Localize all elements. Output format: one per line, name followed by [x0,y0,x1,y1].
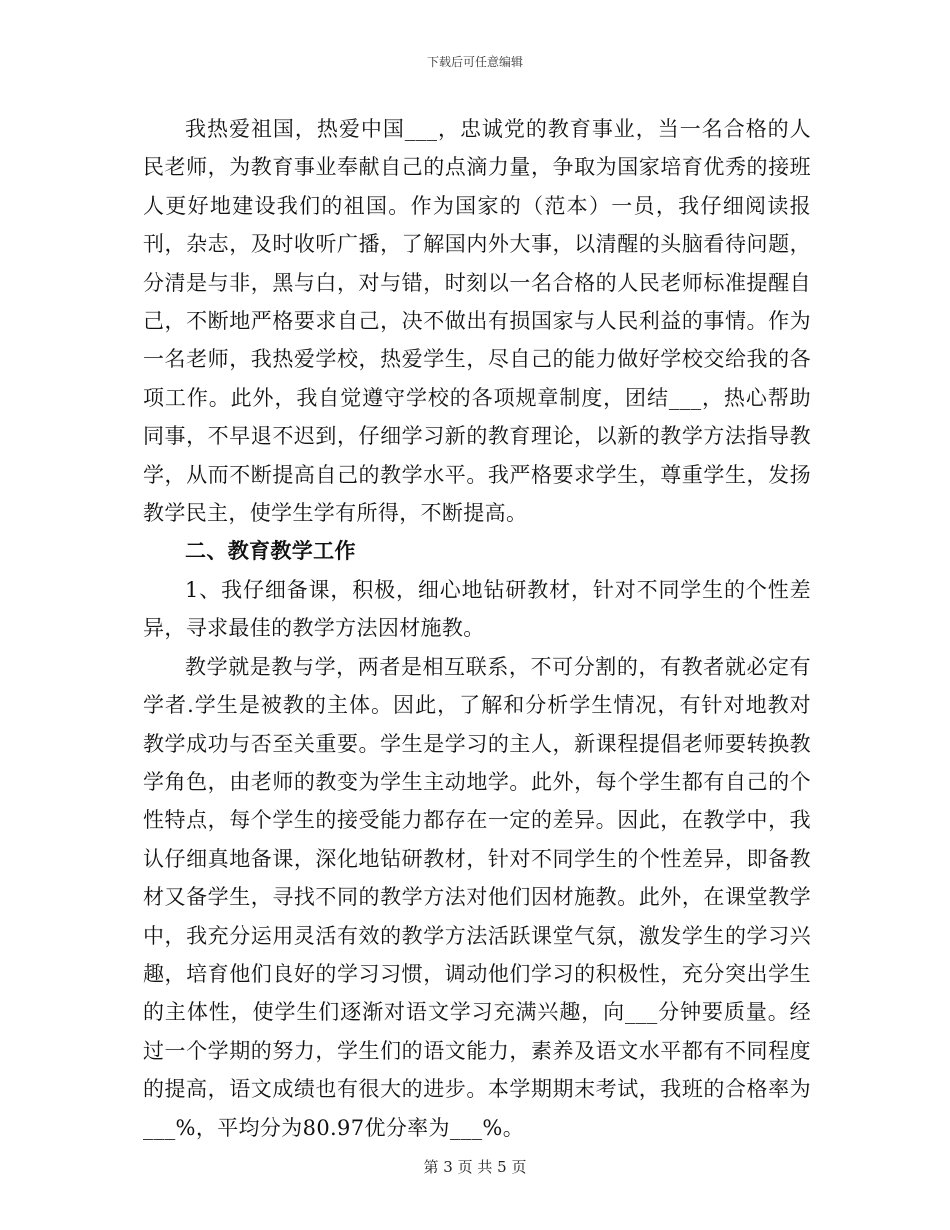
document-body [143,110,811,1147]
paragraph-lesson-preparation: 1、我仔细备课，积极，细心地钻研教材，针对不同学生的个性差异，寻求最佳的教学方法因材施教。 [143,577,811,641]
section-heading-teaching-work: 二、教育教学工作 [185,538,356,564]
paragraph-teaching-and-learning: 教学就是教与学，两者是相互联系，不可分割的，有教者就必定有学者.学生是被教的主体。因此，了解和分析学生情况，有针对地教对教学成功与否至关重要。学生是学习的主人，新课程提倡老师要转换教学角色，由老师的教变为学生主动地学。此外，每个学生都有自己的个性特点，每个学生的接受能力都存在一定的差异。因此，在教学中，我认仔细真地备课，深化地钻研教材，针对不同学生的个性差异，即备教材又备学生，寻找不同的教学方法对他们因材施教。此外，在课堂教学中，我充分运用灵活有效的教学方法活跃课堂气氛，激发学生的学习兴趣，培育他们良好的学习习惯，调动他们学习的积极性，充分突出学生的主体性，使学生们逐渐对语文学习充满兴趣，向___分钟要质量。经过一个学期的努力，学生们的语文能力，素养及语文水平都有不同程度的提高，语文成绩也有很大的进步。本学期期末考试，我班的合格率为___%，平均分为80.97优分率为___%。 [143,654,811,1140]
page-header: 下载后可任意编辑 [426,55,523,69]
paragraph-patriotism: 我热爱祖国，热爱中国___，忠诚党的教育事业，当一名合格的人民老师，为教育事业奉献自己的点滴力量，争取为国家培育优秀的接班人更好地建设我们的祖国。作为国家的（范本）一员，我仔细阅读报刊，杂志，及时收听广播，了解国内外大事，以清醒的头脑看待问题，分清是与非，黑与白，对与错，时刻以一名合格的人民老师标准提醒自己，不断地严格要求自己，决不做出有损国家与人民利益的事情。作为一名老师，我热爱学校，热爱学生，尽自己的能力做好学校交给我的各项工作。此外，我自觉遵守学校的各项规章制度，团结___，热心帮助同事，不早退不迟到，仔细学习新的教育理论，以新的教学方法指导教学，从而不断提高自己的教学水平。我严格要求学生，尊重学生，发扬教学民主，使学生学有所得，不断提高。 [143,117,811,526]
page-number: 第 3 页 共 5 页 [423,1158,527,1176]
